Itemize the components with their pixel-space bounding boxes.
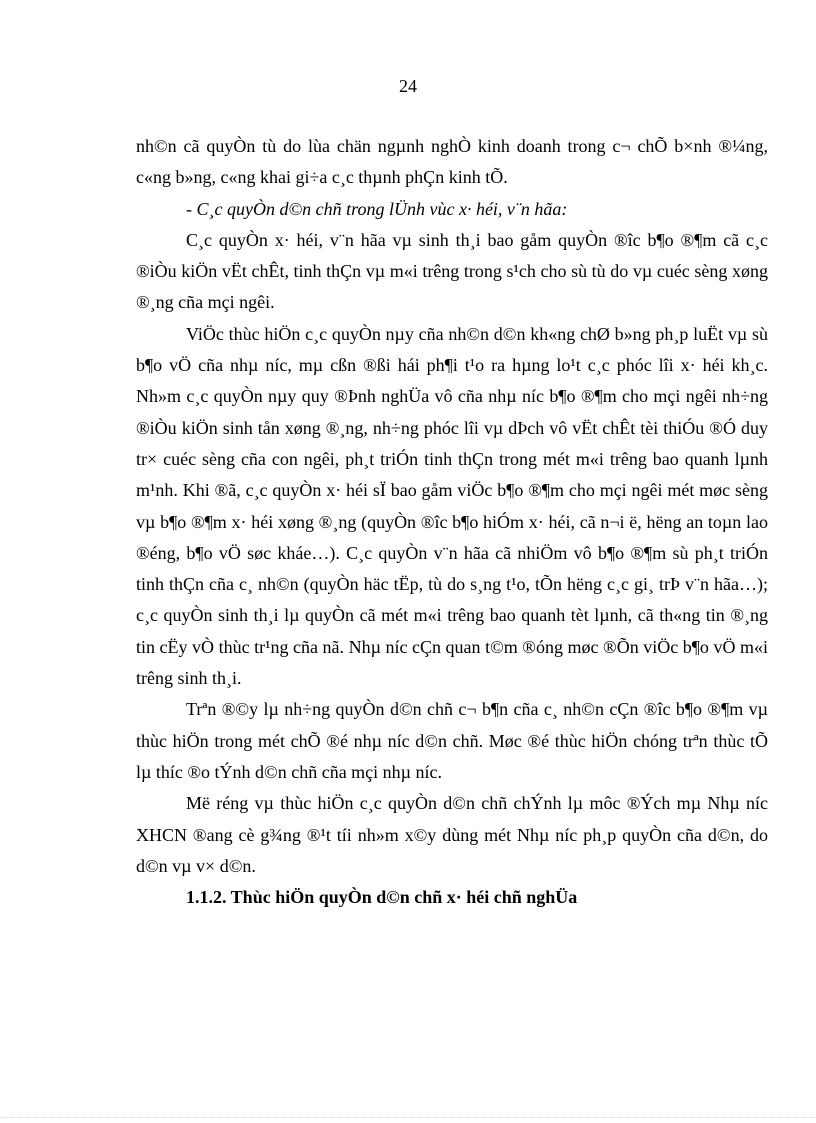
page-body — [136, 131, 768, 913]
paragraph-democratic-rights-summary: Trªn ®©y lµ nh÷ng quyÒn d©n chñ c¬ b¶n cña c¸ nh©n cÇn ®îc b¶o ®¶m vµ thùc hiÖn trong mét chÕ ®é nhµ níc d©n chñ. Møc ®é thùc hiÖn chóng trªn thùc tÕ lµ thíc ®o tÝnh d©n chñ cña mçi nhµ níc. — [136, 699, 768, 782]
paragraph-continuation: nh©n cã quyÒn tù do lùa chän ngµnh nghÒ kinh doanh trong c¬ chÕ b×nh ®¼ng, c«ng b»ng, c«ng khai gi÷a c¸c thµnh phÇn kinh tÕ. — [136, 136, 768, 188]
section-heading: 1.1.2. Thùc hiÖn quyÒn d©n chñ x· héi chñ nghÜa — [186, 887, 578, 908]
page-bottom-divider — [0, 1117, 816, 1118]
paragraph-social-cultural-rights: C¸c quyÒn x· héi, v¨n hãa vµ sinh th¸i bao gåm quyÒn ®îc b¶o ®¶m cã c¸c ®iÒu kiÖn vËt chÊt, tinh thÇn vµ m«i trêng trong s¹ch cho sù tù do vµ cuéc sèng xøng ®¸ng cña mçi ngêi. — [136, 229, 768, 313]
section-subheading-social-cultural: - C¸c quyÒn d©n chñ trong lÜnh vùc x· héi, v¨n hãa: — [186, 198, 568, 219]
paragraph-implementation: ViÖc thùc hiÖn c¸c quyÒn nµy cña nh©n d©n kh«ng chØ b»ng ph¸p luËt vµ sù b¶o vÖ cña nhµ níc, mµ cßn ®ßi hái ph¶i t¹o ra hµng lo¹t c¸c phóc lîi x· héi kh¸c. Nh»m c¸c quyÒn nµy quy ®Þnh nghÜa vô cña nhµ níc b¶o ®¶m cho mçi ngêi nh÷ng ®iÒu kiÖn sinh tån xøng ®¸ng, nh÷ng phóc lîi vµ dÞch vô vËt chÊt tèi thiÓu ®Ó duy tr× cuéc sèng cña con ngêi, ph¸t triÓn tinh thÇn trong mét m«i trêng bao quanh lµnh m¹nh. Khi ®ã, c¸c quyÒn x· héi sÏ bao gåm viÖc b¶o ®¶m cho mçi ngêi mét møc sèng vµ b¶o ®¶m x· héi xøng ®¸ng (quyÒn ®îc b¶o hiÓm x· héi, cã n¬i ë, hëng an toµn lao ®éng, b¶o vÖ søc kháe…). C¸c quyÒn v¨n hãa cã nhiÖm vô b¶o ®¶m sù ph¸t triÓn tinh thÇn cña c¸ nh©n (quyÒn häc tËp, tù do s¸ng t¹o, tÕn hëng c¸c gi¸ trÞ v¨n hãa…); c¸c quyÒn sinh th¸i lµ quyÒn cã mét m«i trêng bao quanh tèt lµnh, cã th«ng tin ®¸ng tin cËy vÒ thùc tr¹ng cña nã. Nhµ níc cÇn quan t©m ®óng møc ®Õn viÖc b¶o vÖ m«i trêng sinh th¸i. — [136, 323, 768, 689]
paragraph-socialist-state-goal: Më réng vµ thùc hiÖn c¸c quyÒn d©n chñ chÝnh lµ môc ®Ých mµ Nhµ níc XHCN ®ang cè g¾ng ®¹t tíi nh»m x©y dùng mét Nhµ níc ph¸p quyÒn cña d©n, do d©n vµ v× d©n. — [136, 793, 768, 876]
page-number: 24 — [399, 76, 417, 96]
